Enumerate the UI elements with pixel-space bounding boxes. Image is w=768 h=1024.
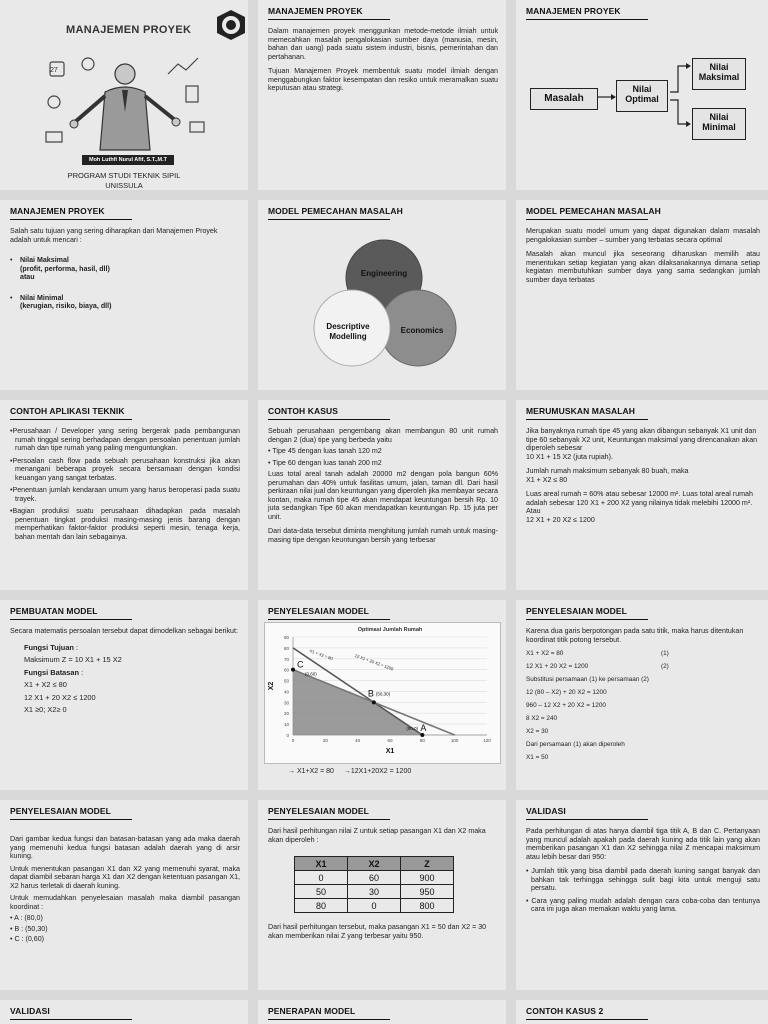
legend-marker-1: → xyxy=(288,768,297,775)
slide-chart xyxy=(258,600,506,790)
slide-title: VALIDASI xyxy=(526,806,648,820)
column-header: Z xyxy=(401,857,454,871)
table-row: 0 60 900 xyxy=(295,871,454,885)
svg-text:27: 27 xyxy=(50,67,58,74)
slide-title: VALIDASI xyxy=(10,1006,132,1020)
table-header-row xyxy=(295,857,454,871)
slide-title: MODEL PEMECAHAN MASALAH xyxy=(268,206,390,220)
slide-contoh-aplikasi xyxy=(0,400,248,590)
chart-point xyxy=(291,668,295,672)
paragraph: Dari data-data tersebut diminta menghitung jumlah rumah untuk masing-masing tipe dengan keuntungan bersih yang terbesar xyxy=(268,527,498,544)
chart-title: Optimasi Jumlah Rumah xyxy=(357,627,423,633)
program-name: PROGRAM STUDI TEKNIK SIPIL xyxy=(67,171,181,180)
slide-model-venn xyxy=(258,200,506,390)
list-item: •Persoalan cash flow pada sebuah perusahaan konstruksi jika akan menangani beberapa proyek secara bersamaan dengan kondisi keuangan yang sangat terbatas. xyxy=(10,456,240,482)
line-label: X1 + X2 = 80 xyxy=(308,648,334,662)
list-item: •Bagian produksi suatu perusahaan dihadapkan pada masalah penentuan tingkat produksi masing-masing jenis barang dengan memperhatikan faktor-faktor produksi seperti mesin, tenaga kerja, bahan mentah dan lain sebagainya. xyxy=(10,507,240,541)
point-label: B xyxy=(367,688,374,699)
x-tick-label: 60 xyxy=(387,738,393,743)
slide-penerapan-model xyxy=(258,1000,506,1024)
box-nilai-minimal: Nilai Minimal xyxy=(692,108,746,140)
y-tick-label: 10 xyxy=(283,722,289,728)
list-item: • Cara yang paling mudah adalah dengan cara coba-coba dan tentunya cara ini juga akan memakan waktu yang lama. xyxy=(526,896,760,913)
y-tick-label: 0 xyxy=(286,733,289,738)
paragraph: Tujuan Manajemen Proyek membentuk suatu model ilmiah dengan menggabungkan faktor kesempatan dan resiko untuk meramalkan suatu keputusan atau strategi. xyxy=(268,67,498,92)
column-header: X1 xyxy=(295,857,348,871)
slide-contoh-kasus xyxy=(258,400,506,590)
column-header: X2 xyxy=(348,857,401,871)
chart-point xyxy=(372,700,376,704)
x-tick-label: 40 xyxy=(355,738,361,743)
author-bar xyxy=(82,155,174,165)
y-tick-label: 20 xyxy=(283,711,289,717)
slide-title: MODEL PEMECAHAN MASALAH xyxy=(526,206,648,220)
x-tick-label: 120 xyxy=(483,738,491,743)
list-item: • Tipe 45 dengan luas tanah 120 m2 xyxy=(268,447,382,455)
slide-title: PENYELESAIAN MODEL xyxy=(268,806,390,820)
university-name: UNISSULA xyxy=(105,181,143,190)
slide-title: PEMBUATAN MODEL xyxy=(10,606,132,620)
y-tick-label: 70 xyxy=(283,656,289,662)
slide-contoh-kasus-2 xyxy=(516,1000,768,1024)
point-label: A xyxy=(420,723,427,733)
list-item: •Perusahaan / Developer yang sering bergerak pada pembangunan rumah tinggal sering berhadapan dengan persoalan penentuan jumlah rumah dan tipe rumah yang paling menguntungkan. xyxy=(10,427,240,452)
legend-item-1: X1+X2 = 80 xyxy=(296,768,334,775)
box-nilai-optimal: Nilai Optimal xyxy=(616,80,668,112)
circle-label-descriptive: Descriptive xyxy=(326,322,370,331)
slide-title: MERUMUSKAN MASALAH xyxy=(526,406,648,420)
x-tick-label: 0 xyxy=(291,738,295,743)
line-label: 12 X1 + 20 X2 = 1200 xyxy=(354,652,395,672)
slide-tabel-z: PENYELESAIAN MODEL Dari hasil perhitungan nilai Z untuk setiap pasangan X1 dan X2 maka akan diperoleh : X1 X2 Z 0 60 900 50 30 950 80 0 800 Dari hasil perhitungan tersebut, maka pasangan X1 = 50 dan X2 = 30 akan memberikan nilai Z yang terbesar yaitu 950. xyxy=(258,800,506,990)
slide-model-text xyxy=(516,200,768,390)
point-coordinate: (0,60) xyxy=(305,671,317,677)
bullet-icon: • xyxy=(10,293,13,302)
y-axis-title: X2 xyxy=(268,681,275,691)
slide-validasi: VALIDASI Pada perhitungan di atas hanya diambil tiga titik A, B dan C. Pertanyaan yang muncul adalah apakah pada daerah kuning ada titik lain yang akan memberikan pasangan X1 dan X2 sehingga nilai Z mencapai maksimum atau lebih besar dari 950: • Jumlah titik yang bisa diambil pada daerah kuning sangat banyak dan bahkan tak terhingga sehingga sulit bagi kita untuk menguji satu persatu. • Cara yang paling mudah adalah dengan cara coba-coba dan tentunya cara ini juga akan memakan waktu yang lama. xyxy=(516,800,768,990)
slide-title: PENERAPAN MODEL xyxy=(268,1006,390,1020)
circle-label-economics: Economics xyxy=(400,326,444,335)
paragraph: Merupakan suatu model umum yang dapat digunakan dalam masalah pengalokasian sumber – sumber yang terbatas secara optimal xyxy=(526,227,760,244)
slide-title: CONTOH KASUS 2 xyxy=(526,1006,648,1020)
businessman-illustration xyxy=(40,52,210,152)
bullet-icon: • xyxy=(10,256,13,264)
slide-title: MANAJEMEN PROYEK xyxy=(268,6,390,20)
slide-penyelesaian-text: PENYELESAIAN MODEL Dari gambar kedua fungsi dan batasan-batasan yang ada maka daerah yang memenuhi kedua fungsi batasan adalah daerah yang di arsir kuning. Untuk menentukan pasangan X1 dan X2 yang memenuhi syarat, maka dapat diambil sebaran harga X1 dan X2 dengan ketentuan pasangan X1, X2 harus terletak di daerah kuning. Untuk memudahkan penyelesaian masalah maka diambil pasangan koordinat : • A : (80,0) • B : (50,30) • C : (0,60) xyxy=(0,800,248,990)
point-coordinate: (50,30) xyxy=(375,691,391,697)
slide-tujuan xyxy=(0,200,248,390)
slide-title: CONTOH APLIKASI TEKNIK xyxy=(10,406,132,420)
y-tick-label: 60 xyxy=(283,667,289,673)
x-tick-label: 20 xyxy=(322,738,328,743)
paragraph: Dalam manajemen proyek menggunkan metode-metode ilmiah untuk memecahkan masalah pengalokasian sumber daya (manusia, mesin, bahan dan uang) pada suatu sistem industri, bisnis, pemerintahan dan pertahanan. xyxy=(268,27,498,61)
x-axis-title: X1 xyxy=(385,748,395,755)
circle-label-modelling: Modelling xyxy=(329,332,367,341)
paragraph: Luas total areal tanah adalah 20000 m2 dengan pola bangun 60% perumahan dan 40% untuk fasilitas umum, jalan, taman dll. Dari hasil perkiraan nilai jual dan keuntungan yang diperoleh jika membayar secara kontan, maka rumah tipe 45 akan mendapat keuntungan bersih Rp. 10 juta sedangkan Tipe 60 akan mendapatkan keuntungan Rp. 15 juta per unit. xyxy=(268,470,498,521)
box-masalah: Masalah xyxy=(530,88,598,110)
university-logo-icon xyxy=(214,8,248,42)
y-tick-label: 80 xyxy=(283,645,289,651)
slide-title: PENYELESAIAN MODEL xyxy=(10,806,132,820)
slide-titik-potong: PENYELESAIAN MODEL Karena dua garis berpotongan pada satu titik, maka harus ditentukan koordinat titik potong tersebut. X1 + X2 = 80 (1) 12 X1 + 20 X2 = 1200 (2) Substitusi persamaan (1) ke persamaan (2) 12 (80 – X2) + 20 X2 = 1200 960 – 12 X2 + 20 X2 = 1200 8 X2 = 240 X2 = 30 Dari persamaan (1) akan diperoleh X1 = 50 xyxy=(516,600,768,790)
box-nilai-maksimal: Nilai Maksimal xyxy=(692,58,746,90)
chart-legend xyxy=(288,768,411,775)
table-row: 50 30 950 xyxy=(295,885,454,899)
list-item: • Jumlah titik yang bisa diambil pada daerah kuning sangat banyak dan bahkan tak terhingga sehingga sulit bagi kita untuk menguji satu persatu. xyxy=(526,867,760,892)
x-tick-label: 100 xyxy=(450,738,459,743)
chart-container xyxy=(264,622,501,764)
author-name: Moh Luthfi Nurul Afif, S.T.,M.T xyxy=(88,157,167,163)
slide-title: PENYELESAIAN MODEL xyxy=(268,606,390,620)
table-row: 80 0 800 xyxy=(295,899,454,913)
y-tick-label: 90 xyxy=(283,635,289,640)
y-tick-label: 50 xyxy=(283,678,289,684)
paragraph: Salah satu tujuan yang sering diharapkan dari Manajemen Proyek adalah untuk mencari : xyxy=(10,227,218,244)
slide-title: PENYELESAIAN MODEL xyxy=(526,606,648,620)
legend-marker-2: → xyxy=(343,768,351,775)
paragraph: Masalah akan muncul jika seseorang diharuskan memilih atau menentukan setiap kegiatan yang akan dilaksanakannya dimana setiap kegiatan membutuhkan sumber daya yang sama sedangkan jumlah sumber daya terbatas xyxy=(526,250,760,284)
venn-diagram xyxy=(258,220,506,390)
list-item: •Penentuan jumlah kendaraan umum yang harus beroperasi pada suatu trayek. xyxy=(10,486,240,503)
slide-manajemen-proyek-diagram xyxy=(516,0,768,190)
y-tick-label: 30 xyxy=(283,700,289,706)
circle-label-engineering: Engineering xyxy=(360,269,408,278)
slide-title: MANAJEMEN PROYEK xyxy=(526,6,648,20)
point-coordinate: (80,0) xyxy=(406,726,419,731)
paragraph: Sebuah perusahaan pengembang akan membangun 80 unit rumah dengan 2 (dua) tipe yang berbeda yaitu xyxy=(268,427,498,444)
list-item: • Nilai Maksimal (profit, performa, hasil, dll) atau xyxy=(10,256,110,281)
slide-validasi-2 xyxy=(0,1000,248,1024)
slide-cover xyxy=(0,0,248,190)
x-tick-label: 80 xyxy=(419,738,425,743)
chart xyxy=(265,623,500,763)
list-item: • Tipe 60 dengan luas tanah 200 m2 xyxy=(268,458,382,467)
legend-item-2: 12X1+20X2 = 1200 xyxy=(350,768,412,775)
slide-title: MANAJEMEN PROYEK xyxy=(10,206,132,220)
y-tick-label: 40 xyxy=(283,689,289,695)
chart-point xyxy=(420,733,424,737)
slide-title: CONTOH KASUS xyxy=(268,406,390,420)
slide-merumuskan-masalah: MERUMUSKAN MASALAH Jika banyaknya rumah tipe 45 yang akan dibangun sebanyak X1 unit dan tipe 60 sebanyak X2 unit, Keuntungan maksimal yang direncanakan akan diperoleh sebesar 10 X1 + 15 X2 (juta rupiah). Jumlah rumah maksimum sebanyak 80 buah, maka X1 + X2 ≤ 80 Luas areal rumah = 60% atau sebesar 12000 m². Luas total areal rumah adalah sebesar 120 X1 + 200 X2 yang nilainya tidak melebihi 12000 m². Atau 12 X1 + 20 X2 ≤ 1200 xyxy=(516,400,768,590)
slide-pembuatan-model: PEMBUATAN MODEL Secara matematis persoalan tersebut dapat dimodelkan sebagai berikut: Fungsi Tujuan : Maksimum Z = 10 X1 + 15 X2 Fungsi Batasan : X1 + X2 ≤ 80 12 X1 + 20 X2 ≤ 1200 X1 ≥0; X2≥ 0 xyxy=(0,600,248,790)
cover-title: MANAJEMEN PROYEK xyxy=(66,24,192,36)
point-label: C xyxy=(297,659,304,670)
z-table xyxy=(294,856,454,913)
list-item: • Nilai Minimal (kerugian, risiko, biaya, dll) xyxy=(10,293,112,310)
slide-manajemen-proyek-definition xyxy=(258,0,506,190)
